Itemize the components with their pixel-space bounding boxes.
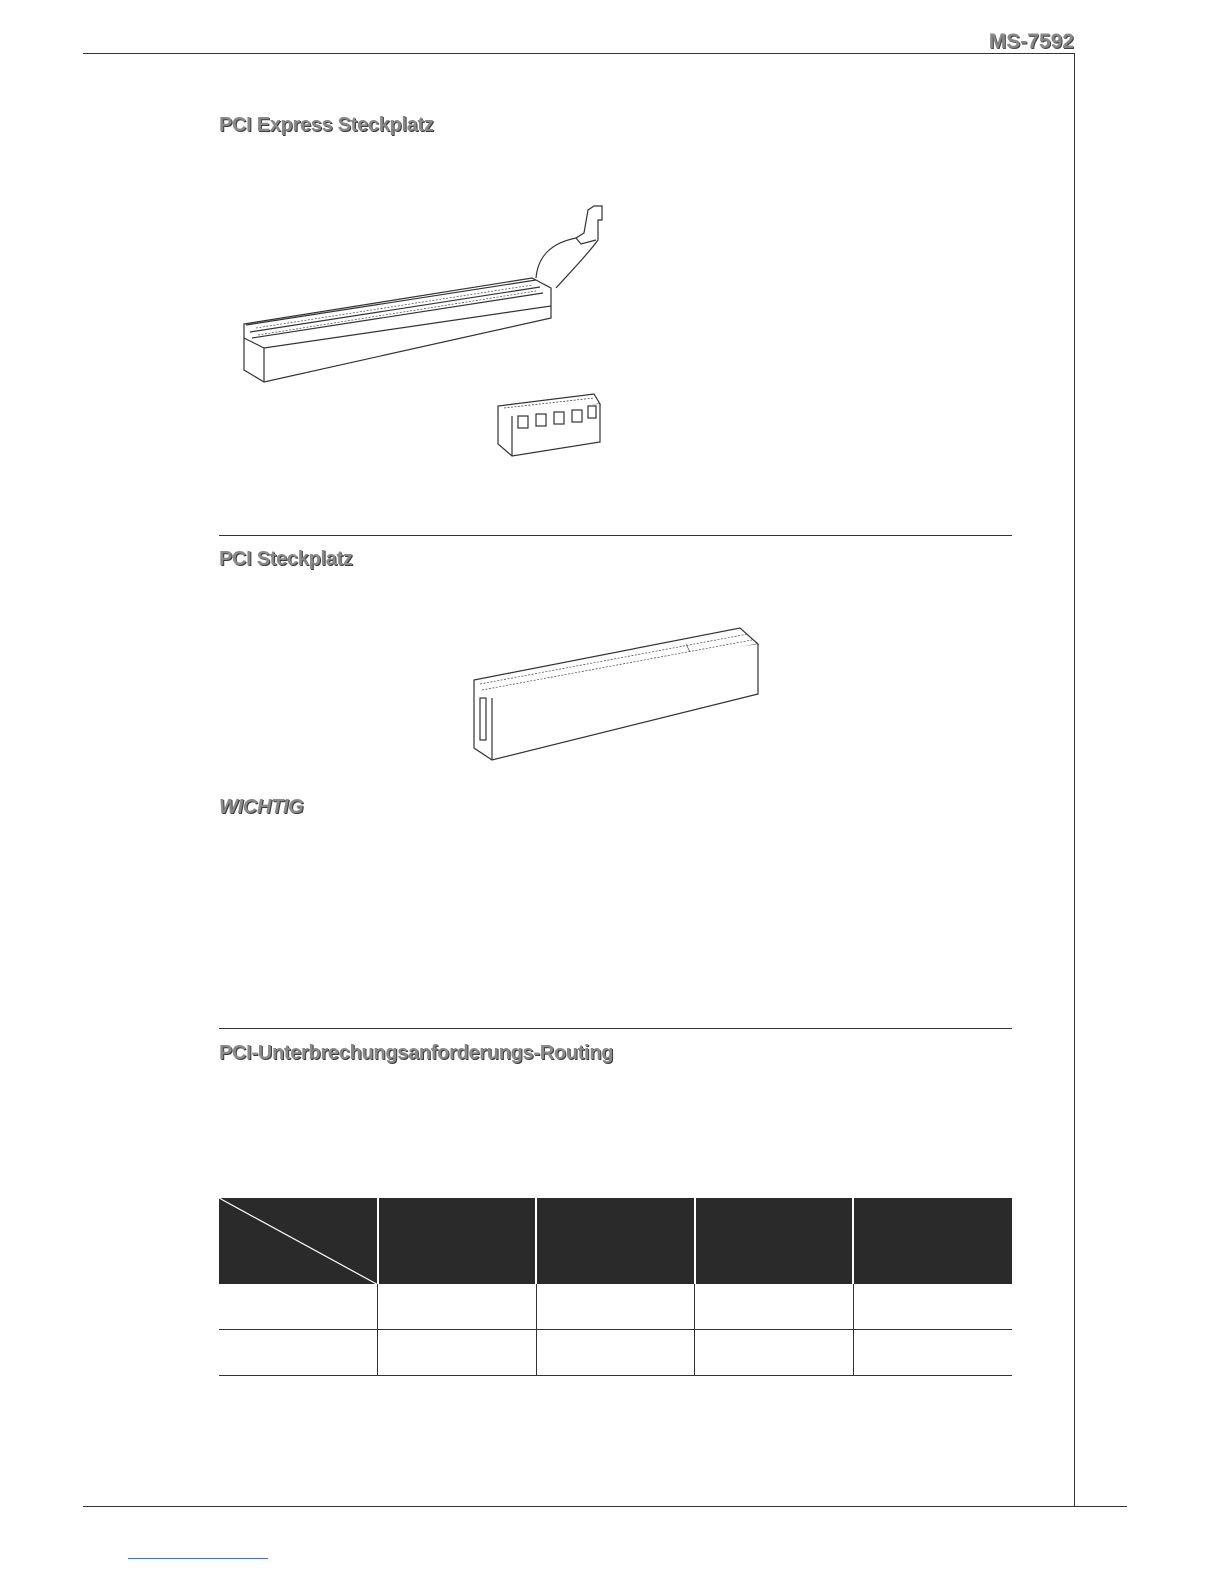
table-header-cell (378, 1198, 537, 1284)
table-cell (853, 1284, 1012, 1330)
pci-slot-illustration (468, 622, 764, 764)
table-cell (536, 1330, 695, 1376)
table-header-cell (695, 1198, 854, 1284)
pcie-slot-heading: PCI Express Steckplatz (219, 114, 434, 136)
table-cell (853, 1330, 1012, 1376)
table-header-row (219, 1198, 1012, 1284)
table-cell (695, 1330, 854, 1376)
pcie-x1-slot-illustration (490, 386, 605, 458)
table-cell (536, 1284, 695, 1330)
table-row (219, 1330, 1012, 1376)
table-corner-cell (219, 1198, 378, 1284)
footer-link-underline[interactable] (128, 1558, 268, 1559)
table-cell (695, 1284, 854, 1330)
section-divider (219, 1028, 1012, 1029)
header-rule (83, 53, 1075, 54)
footer-rule (83, 1506, 1127, 1507)
section-divider (219, 535, 1012, 536)
irq-routing-table (219, 1198, 1012, 1376)
table-cell (219, 1284, 378, 1330)
table-header-cell (536, 1198, 695, 1284)
pcie-x16-slot-illustration (236, 198, 616, 388)
pci-slot-heading: PCI Steckplatz (219, 548, 353, 570)
table-row (219, 1284, 1012, 1330)
table-cell (378, 1330, 537, 1376)
important-heading: WICHTIG (219, 796, 304, 818)
table-cell (219, 1330, 378, 1376)
diagonal-divider (219, 1198, 377, 1284)
page-side-rule (1074, 53, 1075, 1507)
table-header-cell (853, 1198, 1012, 1284)
irq-routing-heading: PCI-Unterbrechungsanforderungs-Routing (219, 1042, 614, 1064)
table-cell (378, 1284, 537, 1330)
model-number: MS-7592 (988, 30, 1074, 53)
